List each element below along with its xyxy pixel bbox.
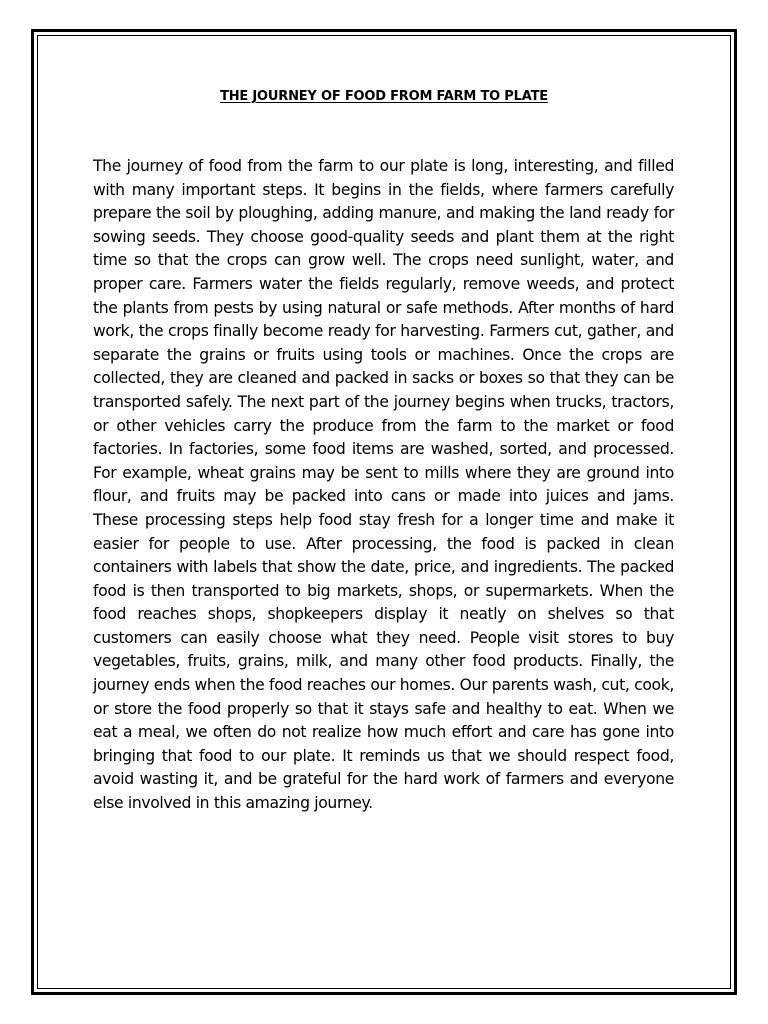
document-body-paragraph: The journey of food from the farm to our plate is long, interesting, and filled with many important steps. It begins in the fields, where farmers carefully prepare the soil by ploughing, adding manure, and making the land ready for sowing seeds. They choose good-quality seeds and plant them at the right time so that the crops can grow well. The crops need sunlight, water, and proper care. Farmers water the fields regularly, remove weeds, and protect the plants from pests by using natural or safe methods. After months of hard work, the crops finally become ready for harvesting. Farmers cut, gather, and separate the grains or fruits using tools or machines. Once the crops are collected, they are cleaned and packed in sacks or boxes so that they can be transported safely. The next part of the journey begins when trucks, tractors, or other vehicles carry the produce from the farm to the market or food factories. In factories, some food items are washed, sorted, and processed. For example, wheat grains may be sent to mills where they are ground into flour, and fruits may be packed into cans or made into juices and jams. These processing steps help food stay fresh for a longer time and make it easier for people to use. After processing, the food is packed in clean containers with labels that show the date, price, and ingredients. The packed food is then transported to big markets, shops, or supermarkets. When the food reaches shops, shopkeepers display it neatly on shelves so that customers can easily choose what they need. People visit stores to buy vegetables, fruits, grains, milk, and many other food products. Finally, the journey ends when the food reaches our homes. Our parents wash, cut, cook, or store the food properly so that it stays safe and healthy to eat. When we eat a meal, we often do not realize how much effort and care has gone into bringing that food to our plate. It reminds us that we should respect food, avoid wasting it, and be grateful for the hard work of farmers and everyone else involved in this amazing journey. <box>93 157 674 813</box>
document-title: THE JOURNEY OF FOOD FROM FARM TO PLATE <box>220 89 548 104</box>
